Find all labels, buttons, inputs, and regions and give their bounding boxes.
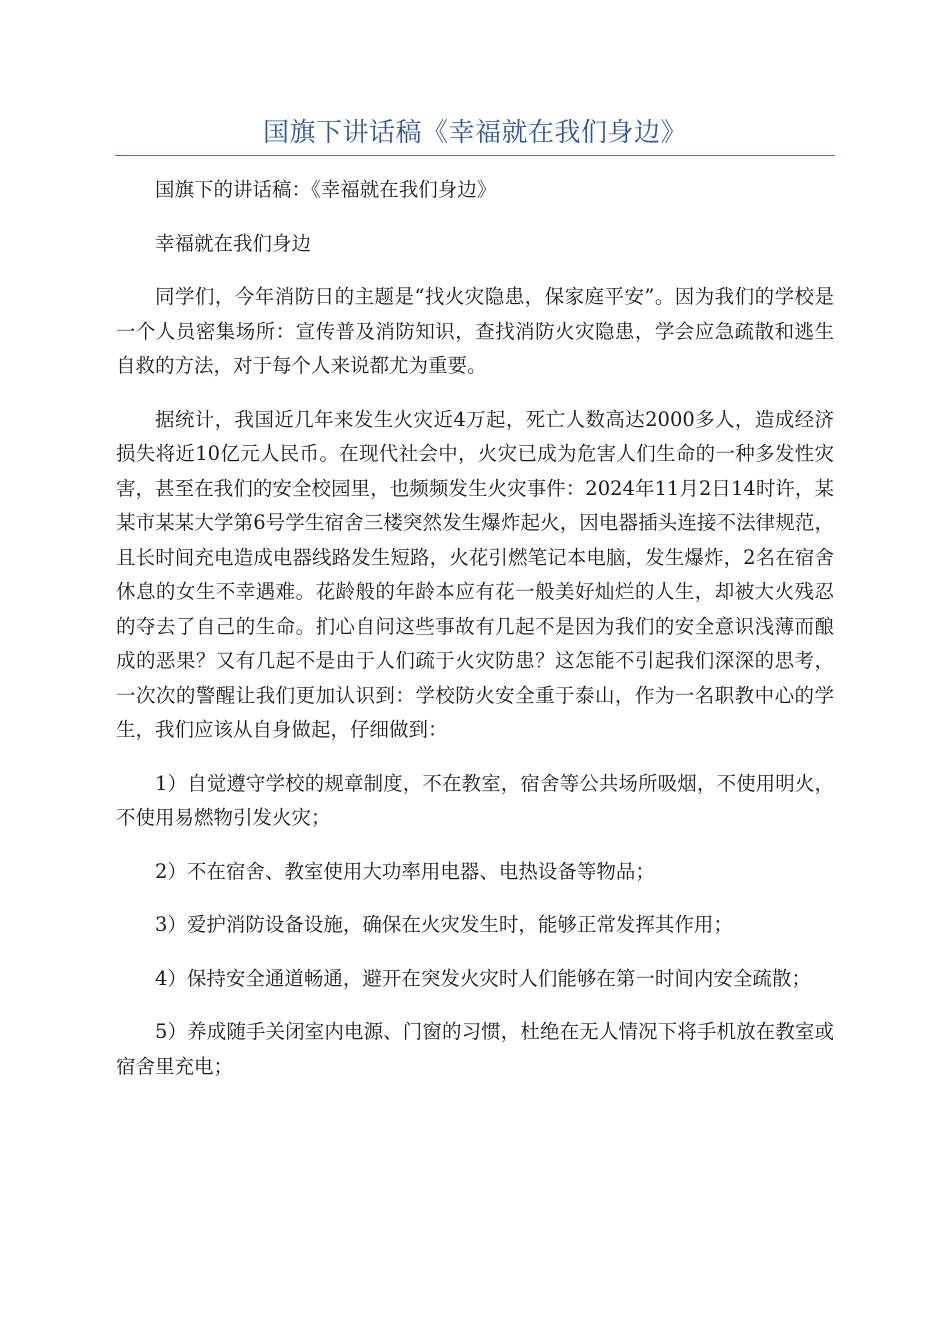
title-underline <box>115 155 835 156</box>
paragraph-statistics: 据统计，我国近几年来发生火灾近4万起，死亡人数高达2000多人，造成经济损失将近10亿元人民币。在现代社会中，火灾已成为危害人们生命的一种多发性灾害，甚至在我们的安全校园里，也频频发生火灾事件：2024年11月2日14时许，某某市某某大学第6号学生宿舍三楼突然发生爆炸起火，因电器插头连接不法律规范，且长时间充电造成电器线路发生短路，火花引燃笔记本电脑，发生爆炸，2名在宿舍休息的女生不幸遇难。花龄般的年龄本应有花一般美好灿烂的人生，却被大火残忍的夺去了自己的生命。扪心自问这些事故有几起不是因为我们的安全意识浅薄而酿成的恶果？又有几起不是由于人们疏于火灾防患？这怎能不引起我们深深的思考，一次次的警醒让我们更加认识到：学校防火安全重于泰山，作为一名职教中心的学生，我们应该从自身做起，仔细做到： <box>116 407 834 741</box>
list-item-3: 3）爱护消防设备设施，确保在火灾发生时，能够正常发挥其作用； <box>155 913 733 936</box>
list-item-4: 4）保持安全通道畅通，避开在突发火灾时人们能够在第一时间内安全疏散； <box>155 966 811 990</box>
list-item-5: 5）养成随手关闭室内电源、门窗的习惯，杜绝在无人情况下将手机放在教室或宿舍里充电； <box>116 1020 834 1078</box>
list-item-1: 1）自觉遵守学校的规章制度，不在教室，宿舍等公共场所吸烟，不使用明火，不使用易燃物引发火灾； <box>116 771 834 829</box>
paragraph-subtitle: 幸福就在我们身边 <box>155 231 312 255</box>
paragraph-intro: 同学们，今年消防日的主题是“找火灾隐患，保家庭平安”。因为我们的学校是一个人员密集场所：宣传普及消防知识，查找消防火灾隐患，学会应急疏散和逃生自救的方法，对于每个人来说都尤为重要。 <box>116 285 834 377</box>
list-item-2: 2）不在宿舍、教室使用大功率用电器、电热设备等物品； <box>155 859 655 883</box>
paragraph-heading-line: 国旗下的讲话稿：《幸福就在我们身边》 <box>155 178 497 201</box>
document-title: 国旗下讲话稿《幸福就在我们身边》 <box>262 118 687 148</box>
document-body <box>116 173 834 1103</box>
